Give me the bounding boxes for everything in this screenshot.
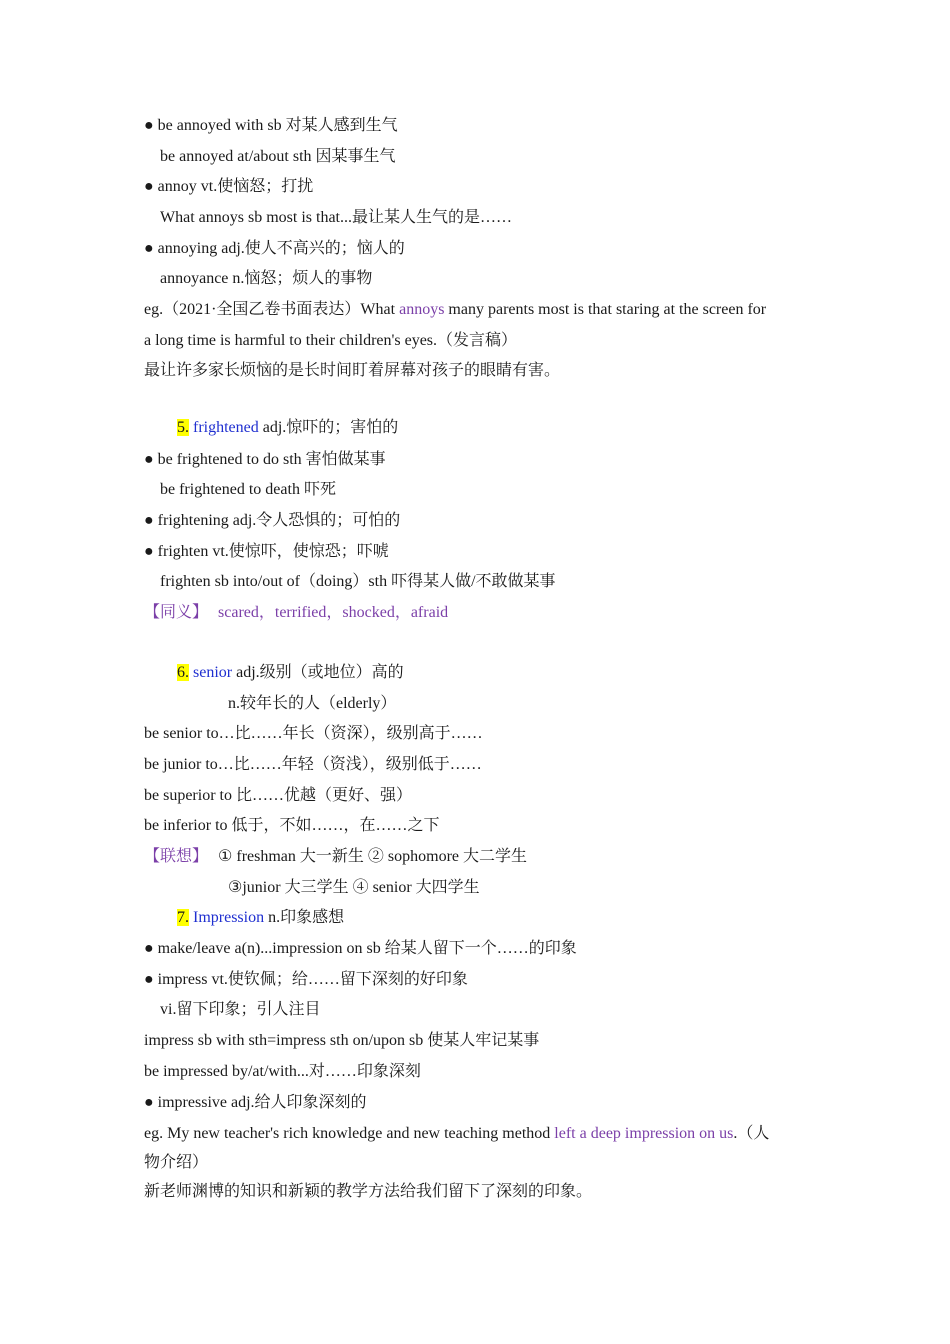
heading-number: 5. (177, 419, 189, 436)
line-impress-vi: vi.留下印象；引人注目 (160, 1001, 321, 1018)
bullet-annoyed-with: ● be annoyed with sb 对某人感到生气 (144, 117, 398, 134)
example-translation: 新老师渊博的知识和新颖的教学方法给我们留下了深刻的印象。 (144, 1183, 593, 1200)
bullet-make-impression: ● make/leave a(n)...impression on sb 给某人留下一个……的印象 (144, 940, 577, 957)
bullet-frightened-to-do: ● be frightened to do sth 害怕做某事 (144, 451, 386, 468)
heading-frightened (177, 418, 398, 438)
association-items-2: ③junior 大三学生 ④ senior 大四学生 (228, 879, 480, 896)
line-impress-sb-with: impress sb with sth=impress sth on/upon sb 使某人牢记某事 (144, 1032, 540, 1049)
heading-word: senior (189, 664, 233, 681)
example-keyword: left a deep impression on us (554, 1125, 734, 1142)
line-senior-noun: n.较年长的人（elderly） (228, 695, 397, 712)
bullet-impress: ● impress vt.使钦佩；给……留下深刻的好印象 (144, 971, 468, 988)
synonyms-tag: 【同义】 (144, 604, 209, 621)
association-tag: 【联想】 (144, 848, 209, 865)
bullet-frightening: ● frightening adj.令人恐惧的；可怕的 (144, 512, 401, 529)
line-annoyed-at: be annoyed at/about sth 因某事生气 (160, 148, 396, 165)
heading-definition: n.印象感想 (264, 909, 345, 926)
example-continuation: 物介绍） (144, 1154, 209, 1171)
example-keyword: annoys (399, 301, 445, 318)
synonyms-list: scared，terrified，shocked，afraid (218, 604, 449, 621)
line-impressed-by: be impressed by/at/with...对……印象深刻 (144, 1063, 421, 1080)
example-prefix: eg.（2021·全国乙卷书面表达）What (144, 301, 400, 318)
association-items: ① freshman 大一新生 ② sophomore 大二学生 (218, 848, 527, 865)
example-continuation: a long time is harmful to their children's eyes.（发言稿） (144, 332, 518, 349)
bullet-annoying: ● annoying adj.使人不高兴的；恼人的 (144, 240, 405, 257)
example-suffix: many parents most is that staring at the screen for (444, 301, 767, 318)
line-senior-to: be senior to…比……年长（资深），级别高于…… (144, 725, 483, 742)
line-frighten-into: frighten sb into/out of（doing）sth 吓得某人做/不敢做某事 (160, 573, 556, 590)
line-inferior-to: be inferior to 低于，不如……，在……之下 (144, 817, 440, 834)
example-translation: 最让许多家长烦恼的是长时间盯着屏幕对孩子的眼睛有害。 (144, 362, 561, 379)
bullet-annoy: ● annoy vt.使恼怒；打扰 (144, 178, 314, 195)
example-prefix: eg. My new teacher's rich knowledge and new teaching method (144, 1125, 555, 1142)
heading-number: 7. (177, 909, 189, 926)
line-annoyance: annoyance n.恼怒；烦人的事物 (160, 270, 373, 287)
line-frightened-to-death: be frightened to death 吓死 (160, 481, 336, 498)
line-junior-to: be junior to…比……年轻（资浅），级别低于…… (144, 756, 482, 773)
heading-definition: adj.惊吓的；害怕的 (258, 419, 399, 436)
example-annoys (144, 300, 766, 320)
heading-definition: adj.级别（或地位）高的 (232, 664, 404, 681)
heading-impression (177, 908, 344, 928)
association (144, 847, 527, 867)
line-what-annoys: What annoys sb most is that...最让某人生气的是…… (160, 209, 512, 226)
bullet-frighten: ● frighten vt.使惊吓，使惊恐；吓唬 (144, 543, 389, 560)
example-suffix: .（人 (733, 1125, 770, 1142)
bullet-impressive: ● impressive adj.给人印象深刻的 (144, 1094, 367, 1111)
heading-senior (177, 663, 404, 683)
line-superior-to: be superior to 比……优越（更好、强） (144, 787, 412, 804)
heading-word: frightened (189, 419, 259, 436)
synonyms (144, 603, 448, 623)
heading-number: 6. (177, 664, 189, 681)
example-impression (144, 1124, 769, 1144)
heading-word: Impression (189, 909, 265, 926)
